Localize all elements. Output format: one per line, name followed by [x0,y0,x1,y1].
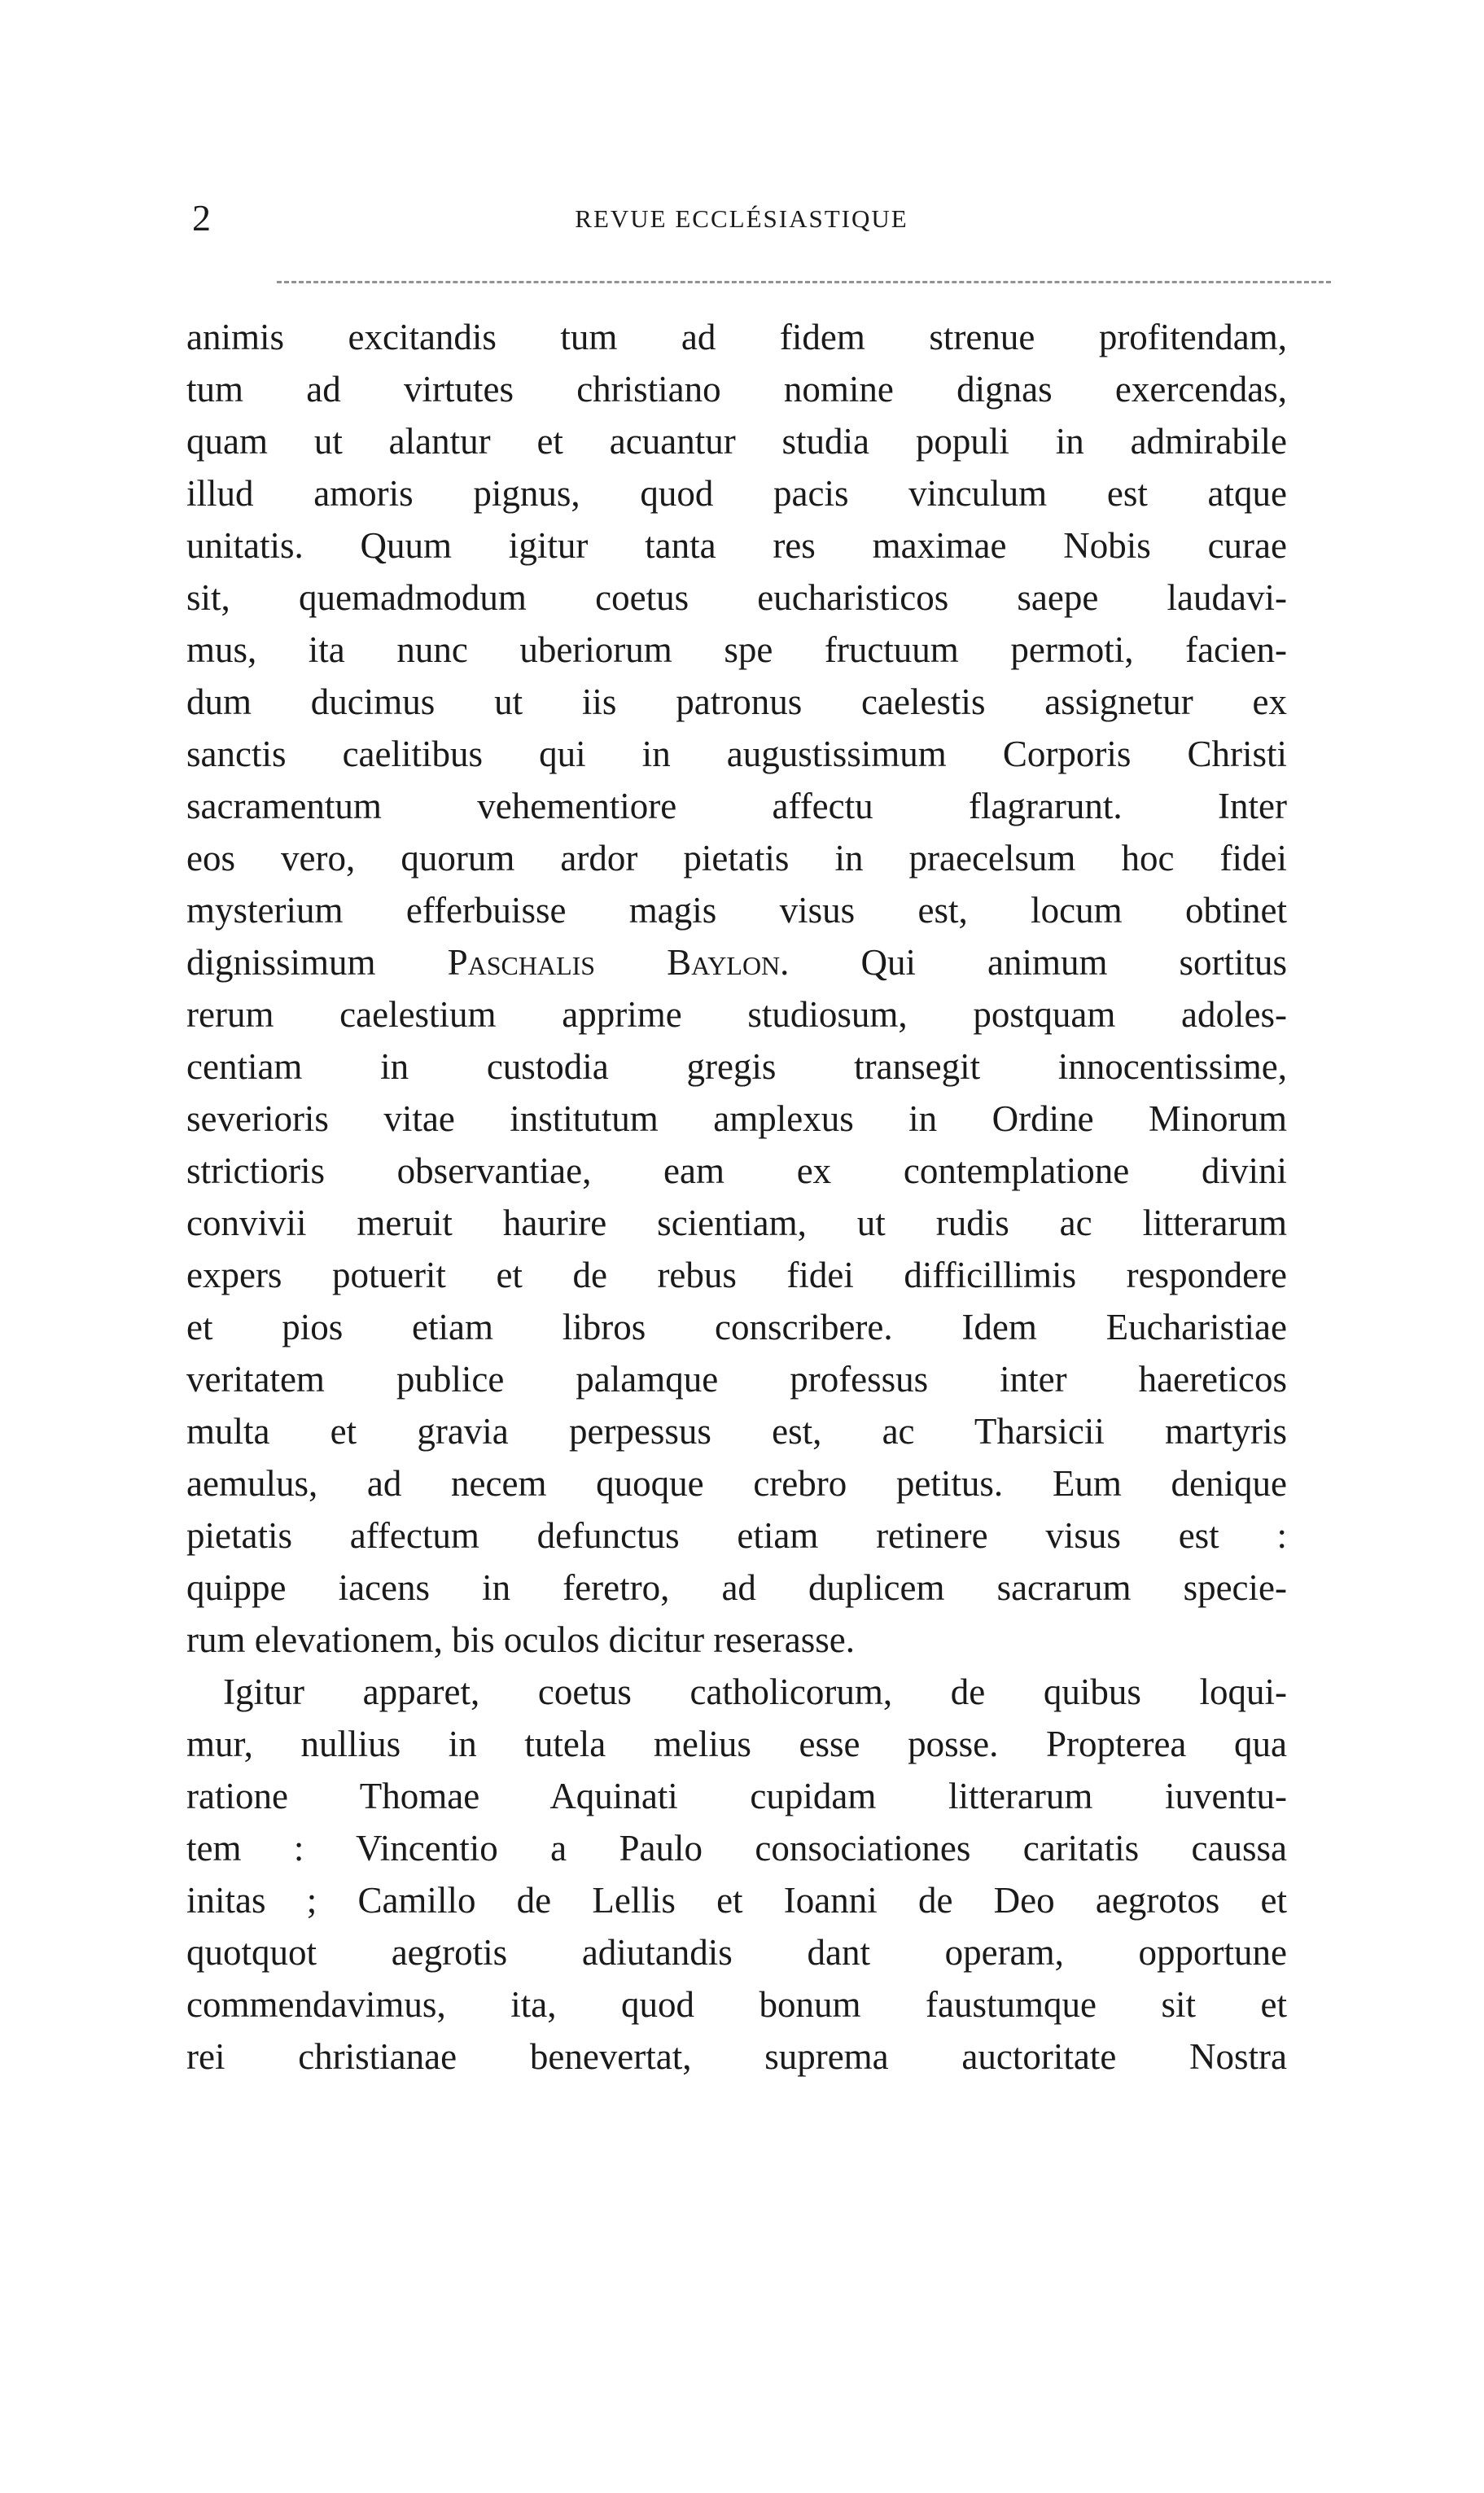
text-line: mus, ita nunc uberiorum spe fructuum permoti, facien- [186,629,1287,670]
text-line: rei christianae benevertat, suprema auctoritate Nostra [186,2036,1287,2077]
text-line: dum ducimus ut iis patronus caelestis assignetur ex [186,681,1287,722]
text-line: sanctis caelitibus qui in augustissimum Corporis Christi [186,734,1287,774]
text-line: commendavimus, ita, quod bonum faustumque sit et [186,1984,1287,2025]
text-line: illud amoris pignus, quod pacis vinculum est atque [186,473,1287,514]
text-line: rum elevationem, bis oculos dicitur reserasse. [186,1619,856,1660]
text-line-with-name [186,936,1287,988]
text-line: unitatis. Quum igitur tanta res maximae Nobis curae [186,525,1287,566]
text-after-name: . Qui animum sortitus [780,942,1288,983]
text-line: sit, quemadmodum coetus eucharisticos saepe laudavi- [186,577,1287,618]
running-title: REVUE ECCLÉSIASTIQUE [575,204,908,233]
text-line: centiam in custodia gregis transegit innocentissime, [186,1046,1287,1087]
body-text [186,311,1287,2083]
text-line: sacramentum vehementiore affectu flagrarunt. Inter [186,786,1287,826]
text-line: tum ad virtutes christiano nomine dignas exercendas, [186,369,1287,410]
page-number: 2 [192,197,211,239]
text-line: animis excitandis tum ad fidem strenue profitendam, [186,317,1287,357]
paragraph-1 [186,311,1287,1666]
text-line: tem : Vincentio a Paulo consociationes caritatis caussa [186,1828,1287,1869]
text-line: strictioris observantiae, eam ex contemplatione divini [186,1150,1287,1191]
text-line: quam ut alantur et acuantur studia populi in admirabile [186,421,1287,462]
text-line: veritatem publice palamque professus inter haereticos [186,1359,1287,1400]
text-line: mysterium efferbuisse magis visus est, locum obtinet [186,890,1287,931]
text-line: multa et gravia perpessus est, ac Tharsicii martyris [186,1411,1287,1452]
paragraph-2 [186,1666,1287,2083]
text-line: rerum caelestium apprime studiosum, postquam adoles- [186,994,1287,1035]
text-before-name: dignissimum [186,942,448,983]
text-line: et pios etiam libros conscribere. Idem Eucharistiae [186,1307,1287,1347]
text-line: Igitur apparet, coetus catholicorum, de quibus loqui- [223,1671,1287,1712]
text-line: severioris vitae institutum amplexus in Ordine Minorum [186,1098,1287,1139]
text-line: convivii meruit haurire scientiam, ut rudis ac litterarum [186,1203,1287,1243]
text-line: initas ; Camillo de Lellis et Ioanni de Deo aegrotos et [186,1880,1287,1921]
text-line: ratione Thomae Aquinati cupidam litterarum iuventu- [186,1776,1287,1816]
page-header [192,194,1291,243]
text-line: eos vero, quorum ardor pietatis in praecelsum hoc fidei [186,838,1287,878]
text-line: mur, nullius in tutela melius esse posse. Propterea qua [186,1724,1287,1764]
saint-name: Paschalis Baylon [447,942,781,983]
text-line: quotquot aegrotis adiutandis dant operam, opportune [186,1932,1287,1973]
text-line: expers potuerit et de rebus fidei difficillimis respondere [186,1255,1287,1295]
text-line: aemulus, ad necem quoque crebro petitus. Eum denique [186,1463,1287,1504]
text-line: quippe iacens in feretro, ad duplicem sacrarum specie- [186,1567,1287,1608]
header-rule [277,281,1331,283]
text-line: pietatis affectum defunctus etiam retinere visus est : [186,1515,1287,1556]
